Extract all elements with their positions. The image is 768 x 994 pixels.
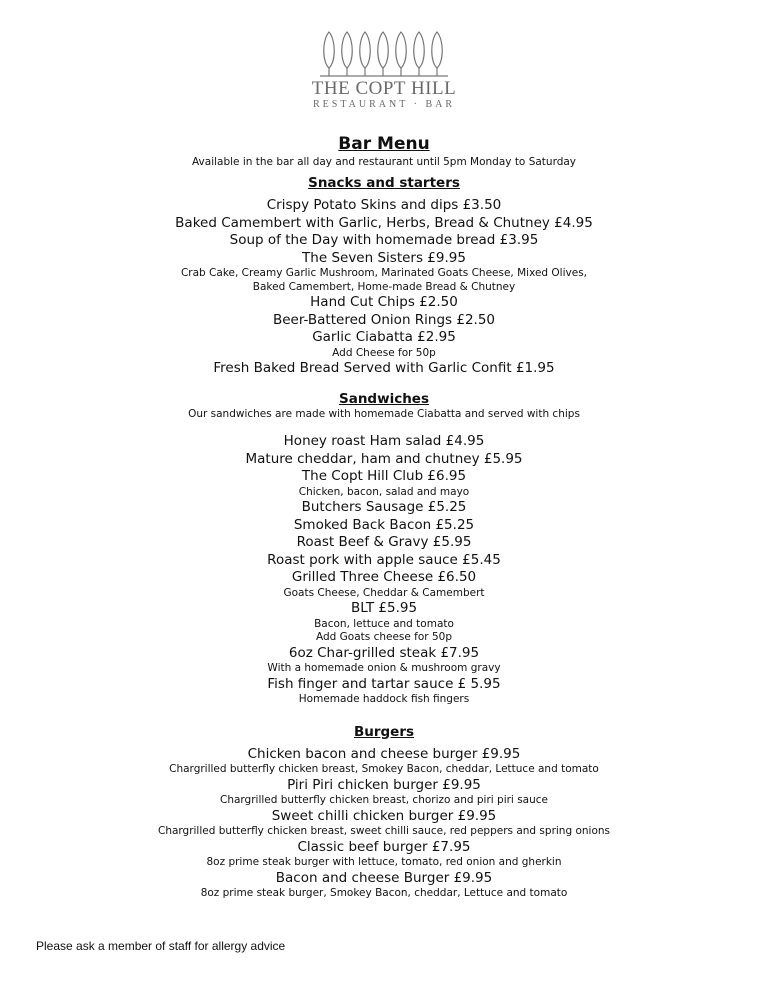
menu-item: Piri Piri chicken burger £9.95 (287, 776, 481, 793)
availability-note: Available in the bar all day and restaurant until 5pm Monday to Saturday (191, 156, 577, 168)
menu-item: Mature cheddar, ham and chutney £5.95 (245, 450, 523, 467)
item-description: Goats Cheese, Cheddar & Camembert (283, 586, 485, 599)
menu-item: The Seven Sisters £9.95 (302, 249, 466, 266)
menu-item: Hand Cut Chips £2.50 (310, 294, 458, 310)
restaurant-name: THE COPT HILL (311, 78, 457, 99)
item-description: Add Goats cheese for 50p (315, 631, 452, 643)
menu-item: Grilled Three Cheese £6.50 (291, 569, 477, 585)
menu-item: Beer-Battered Onion Rings £2.50 (272, 311, 496, 328)
item-description: Homemade haddock fish fingers (298, 693, 470, 705)
menu-item: Garlic Ciabatta £2.95 (312, 329, 456, 345)
sandwiches-intro: Our sandwiches are made with homemade Ciabatta and served with chips (188, 407, 580, 420)
menu-item: Fresh Baked Bread Served with Garlic Confit £1.95 (213, 360, 555, 376)
allergy-note: Please ask a member of staff for allergy advice (36, 939, 286, 953)
item-description: Crab Cake, Creamy Garlic Mushroom, Marinated Goats Cheese, Mixed Olives, (180, 267, 588, 279)
section-heading-snacks: Snacks and starters (308, 175, 460, 191)
seven-trees-icon (320, 28, 448, 78)
menu-item: Smoked Back Bacon £5.25 (293, 516, 475, 533)
page-title: Bar Menu (338, 134, 430, 154)
menu-item: BLT £5.95 (350, 600, 418, 616)
item-description: Bacon, lettuce and tomato (314, 617, 454, 630)
menu-item: Chicken bacon and cheese burger £9.95 (247, 745, 521, 762)
menu-item: Butchers Sausage £5.25 (301, 499, 467, 515)
item-description: Baked Camembert, Home-made Bread & Chutney (252, 280, 516, 293)
menu-item: Crispy Potato Skins and dips £3.50 (266, 197, 502, 213)
item-description: 8oz prime steak burger, Smokey Bacon, cheddar, Lettuce and tomato (200, 887, 568, 899)
item-description: Add Cheese for 50p (332, 346, 436, 359)
menu-item: Honey roast Ham salad £4.95 (283, 433, 485, 449)
restaurant-logo (0, 28, 768, 111)
menu-item: Baked Camembert with Garlic, Herbs, Bread & Chutney £4.95 (175, 214, 593, 231)
item-description: With a homemade onion & mushroom gravy (267, 662, 501, 674)
menu-item: Roast pork with apple sauce £5.45 (267, 551, 501, 568)
restaurant-tagline: RESTAURANT · BAR (312, 99, 456, 110)
menu-item: Bacon and cheese Burger £9.95 (275, 869, 493, 886)
section-heading-sandwiches: Sandwiches (338, 390, 429, 407)
menu-item: Roast Beef & Gravy £5.95 (296, 534, 472, 550)
menu-item: Sweet chilli chicken burger £9.95 (271, 807, 497, 824)
section-heading-burgers: Burgers (353, 723, 415, 740)
menu-item: The Copt Hill Club £6.95 (301, 468, 467, 484)
menu-item: Fish finger and tartar sauce £ 5.95 (267, 675, 501, 692)
item-description: Chargrilled butterfly chicken breast, chorizo and piri piri sauce (220, 794, 548, 806)
menu-item: 6oz Char-grilled steak £7.95 (288, 644, 480, 661)
item-description: Chargrilled butterfly chicken breast, Smokey Bacon, cheddar, Lettuce and tomato (169, 763, 599, 775)
menu-item: Soup of the Day with homemade bread £3.95 (229, 232, 539, 248)
item-description: Chargrilled butterfly chicken breast, sweet chilli sauce, red peppers and spring onions (157, 825, 611, 837)
item-description: 8oz prime steak burger with lettuce, tomato, red onion and gherkin (206, 856, 562, 868)
bar-menu (0, 133, 768, 901)
item-description: Chicken, bacon, salad and mayo (298, 485, 470, 498)
menu-item: Classic beef burger £7.95 (297, 838, 471, 855)
